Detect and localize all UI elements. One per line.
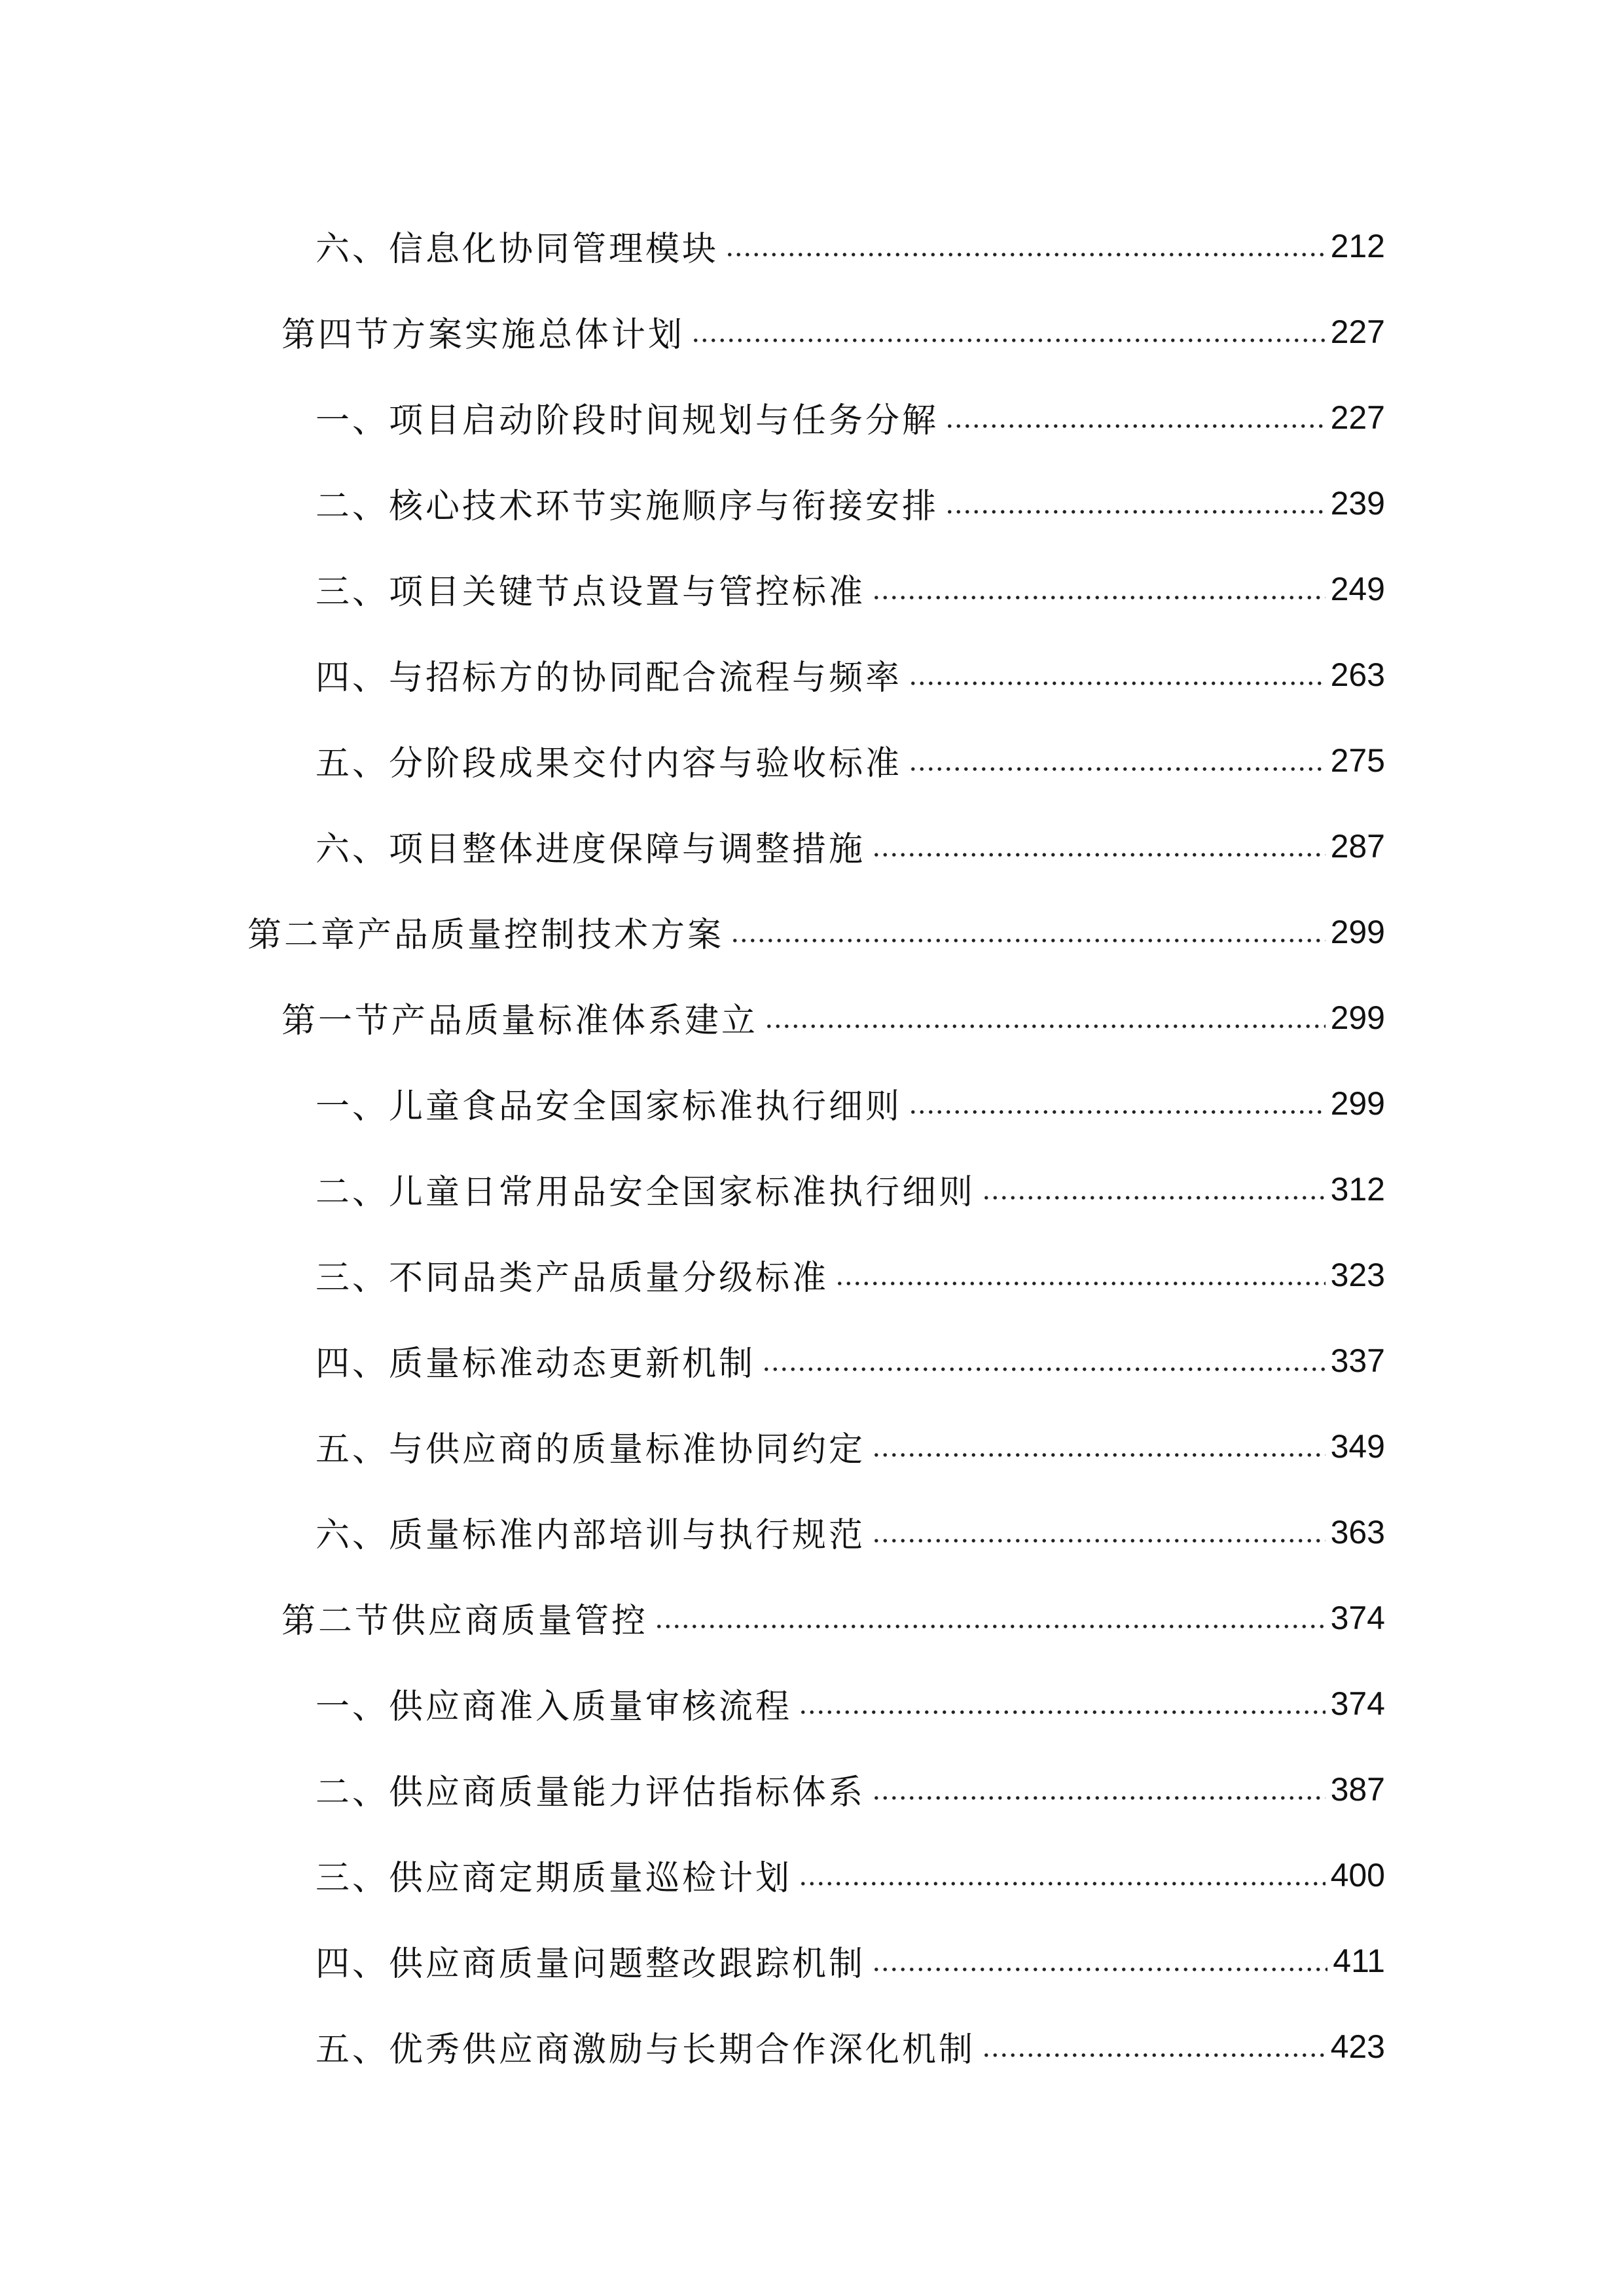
- toc-entry-page: 299: [1330, 999, 1385, 1036]
- toc-entry[interactable]: [0, 1660, 1624, 1746]
- toc-entry-page: 239: [1330, 484, 1385, 522]
- toc-dot-leader: [872, 1793, 1326, 1803]
- toc-entry-page: 387: [1330, 1770, 1385, 1808]
- toc-dot-leader: [725, 249, 1326, 260]
- toc-entry-title: 三、不同品类产品质量分级标准: [316, 1259, 829, 1298]
- toc-entry[interactable]: [0, 1575, 1624, 1660]
- toc-dot-leader: [909, 1107, 1326, 1117]
- toc-entry[interactable]: [0, 975, 1624, 1060]
- toc-entry[interactable]: [0, 717, 1624, 803]
- toc-entry[interactable]: [0, 1832, 1624, 1918]
- toc-entry-title: 一、项目启动阶段时间规划与任务分解: [316, 401, 939, 440]
- toc-dot-leader: [872, 592, 1326, 603]
- toc-entry[interactable]: [0, 632, 1624, 717]
- toc-dot-leader: [762, 1364, 1326, 1374]
- toc-entry-page: 337: [1330, 1342, 1385, 1379]
- toc-entry-title: 五、分阶段成果交付内容与验收标准: [316, 744, 903, 783]
- toc-dot-leader: [872, 1535, 1326, 1546]
- toc-dot-leader: [909, 764, 1326, 774]
- toc-entry[interactable]: [0, 289, 1624, 374]
- toc-entry-title: 三、供应商定期质量巡检计划: [316, 1859, 793, 1898]
- toc-entry[interactable]: [0, 374, 1624, 460]
- toc-entry-title: 三、项目关键节点设置与管控标准: [316, 573, 866, 612]
- toc-entry-page: 363: [1330, 1513, 1385, 1551]
- toc-entry-page: 423: [1330, 2028, 1385, 2065]
- toc-entry-page: 263: [1330, 656, 1385, 693]
- toc-entry-title: 第二节供应商质量管控: [281, 1602, 649, 1641]
- toc-dot-leader: [731, 935, 1326, 946]
- toc-entry-title: 二、儿童日常用品安全国家标准执行细则: [316, 1173, 976, 1212]
- toc-entry[interactable]: [0, 1232, 1624, 1318]
- toc-entry-title: 四、质量标准动态更新机制: [316, 1344, 756, 1384]
- toc-entry-title: 六、质量标准内部培训与执行规范: [316, 1516, 866, 1555]
- toc-entry-page: 287: [1330, 827, 1385, 865]
- toc-entry[interactable]: [0, 460, 1624, 546]
- toc-entry-page: 249: [1330, 570, 1385, 607]
- toc-entry[interactable]: [0, 1318, 1624, 1403]
- table-of-contents: [0, 203, 1624, 2089]
- toc-entry-page: 299: [1330, 913, 1385, 950]
- toc-entry-title: 一、供应商准入质量审核流程: [316, 1687, 793, 1727]
- toc-entry-page: 323: [1330, 1256, 1385, 1293]
- toc-entry-page: 411: [1333, 1942, 1385, 1979]
- toc-entry-page: 312: [1330, 1170, 1385, 1208]
- toc-dot-leader: [835, 1278, 1326, 1289]
- toc-entry[interactable]: [0, 803, 1624, 889]
- toc-entry-page: 374: [1330, 1685, 1385, 1722]
- toc-entry[interactable]: [0, 546, 1624, 632]
- toc-dot-leader: [691, 335, 1326, 346]
- toc-dot-leader: [799, 1878, 1326, 1889]
- toc-dot-leader: [872, 1964, 1327, 1975]
- toc-entry-page: 374: [1330, 1599, 1385, 1636]
- toc-entry[interactable]: [0, 889, 1624, 975]
- toc-entry-page: 349: [1330, 1427, 1385, 1465]
- toc-entry-title: 二、供应商质量能力评估指标体系: [316, 1773, 866, 1812]
- toc-entry-title: 五、与供应商的质量标准协同约定: [316, 1430, 866, 1469]
- toc-entry-title: 六、项目整体进度保障与调整措施: [316, 830, 866, 869]
- toc-entry[interactable]: [0, 1918, 1624, 2003]
- toc-entry-title: 五、优秀供应商激励与长期合作深化机制: [316, 2030, 976, 2070]
- toc-entry[interactable]: [0, 1746, 1624, 1832]
- toc-dot-leader: [765, 1021, 1326, 1031]
- toc-dot-leader: [799, 1707, 1326, 1717]
- toc-entry-title: 四、与招标方的协同配合流程与频率: [316, 658, 903, 698]
- toc-entry-page: 299: [1330, 1085, 1385, 1122]
- toc-entry-page: 275: [1330, 742, 1385, 779]
- toc-entry-page: 227: [1330, 313, 1385, 350]
- toc-entry-title: 四、供应商质量问题整改跟踪机制: [316, 1945, 866, 1984]
- toc-entry-title: 第一节产品质量标准体系建立: [281, 1001, 759, 1041]
- toc-entry[interactable]: [0, 1146, 1624, 1232]
- toc-entry-title: 一、儿童食品安全国家标准执行细则: [316, 1087, 903, 1126]
- toc-entry-title: 第二章产品质量控制技术方案: [247, 916, 725, 955]
- toc-entry[interactable]: [0, 1060, 1624, 1146]
- toc-dot-leader: [945, 507, 1326, 517]
- toc-entry[interactable]: [0, 1489, 1624, 1575]
- toc-entry-page: 212: [1330, 227, 1385, 264]
- toc-entry-title: 六、信息化协同管理模块: [316, 230, 719, 269]
- toc-dot-leader: [872, 850, 1326, 860]
- toc-dot-leader: [655, 1621, 1326, 1632]
- toc-entry[interactable]: [0, 2003, 1624, 2089]
- toc-dot-leader: [909, 678, 1326, 689]
- toc-dot-leader: [872, 1450, 1326, 1460]
- toc-dot-leader: [982, 1193, 1326, 1203]
- toc-dot-leader: [945, 421, 1326, 431]
- toc-entry-title: 二、核心技术环节实施顺序与衔接安排: [316, 487, 939, 526]
- toc-entry-title: 第四节方案实施总体计划: [281, 315, 685, 355]
- toc-entry-page: 400: [1330, 1856, 1385, 1893]
- toc-entry-page: 227: [1330, 399, 1385, 436]
- toc-entry[interactable]: [0, 1403, 1624, 1489]
- toc-dot-leader: [982, 2050, 1326, 2060]
- toc-entry[interactable]: [0, 203, 1624, 289]
